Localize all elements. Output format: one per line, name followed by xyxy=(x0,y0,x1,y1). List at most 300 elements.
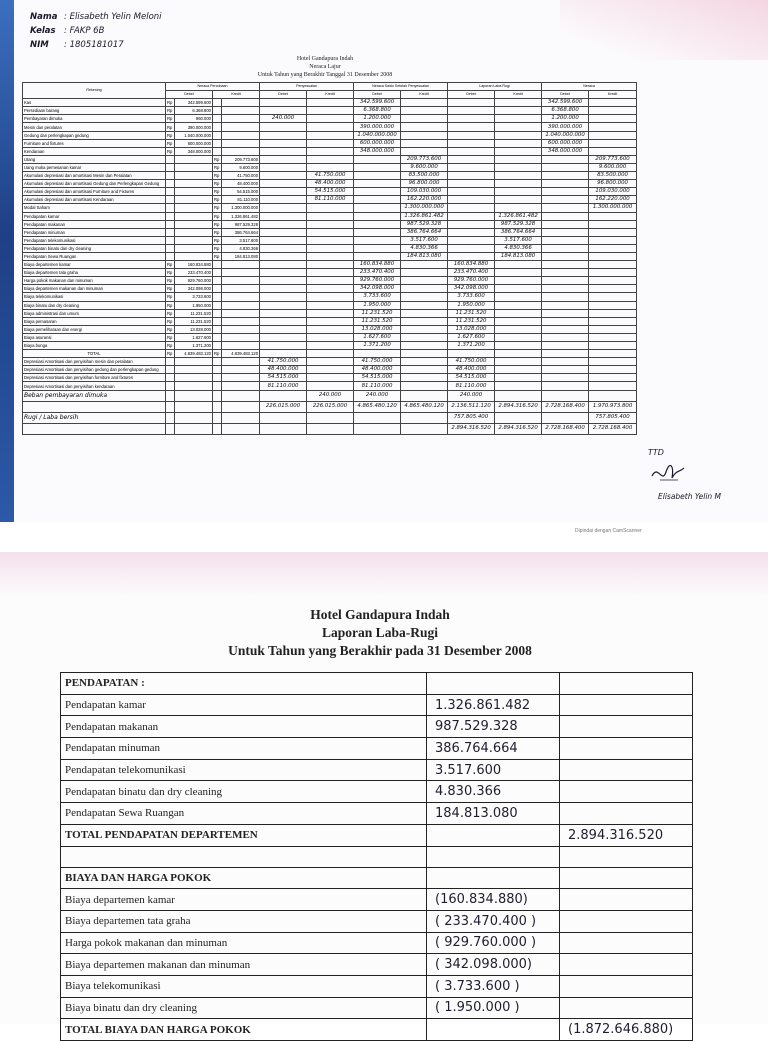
worksheet-cell-sd: 13.028.000 xyxy=(354,325,401,333)
worksheet-cell-rp: Rp xyxy=(166,99,175,107)
worksheet-cell-rp xyxy=(166,172,175,180)
worksheet-cell-nd xyxy=(542,172,589,180)
worksheet-cell-sk xyxy=(401,261,448,269)
worksheet-account-name: Biaya departemen tata graha xyxy=(23,269,166,277)
worksheet-cell-ak xyxy=(307,123,354,131)
prepaid-nsd-debit: 240.000 xyxy=(354,390,401,401)
cost-label: Biaya departemen makanan dan minuman xyxy=(61,954,427,976)
worksheet-row xyxy=(23,220,637,228)
worksheet-cell-sk: 386.764.664 xyxy=(401,228,448,236)
col-debet: Debet xyxy=(354,91,401,99)
worksheet-cell-lk: 987.529.328 xyxy=(495,220,542,228)
worksheet-account-name: Biaya pemeliharaan dan energi xyxy=(23,325,166,333)
worksheet-cell-ak: 54.515.000 xyxy=(307,188,354,196)
revenue-value: 184.813.080 xyxy=(427,803,560,825)
worksheet-cell-ad xyxy=(260,131,307,139)
net-income-lr-debit: 757.805.400 xyxy=(448,412,495,423)
worksheet-cell-k: 54.515.000 xyxy=(222,188,260,196)
income-statement-hotel-name: Hotel Gandapura Indah xyxy=(310,607,450,622)
worksheet-cell-rp xyxy=(166,212,175,220)
worksheet-cell-sk: 987.529.328 xyxy=(401,220,448,228)
sum-nsd-debit: 4.865.480.120 xyxy=(354,401,401,412)
worksheet-cell-nd xyxy=(542,212,589,220)
worksheet-cell-k xyxy=(222,269,260,277)
worksheet-cell-nd xyxy=(542,252,589,260)
worksheet-cell-d xyxy=(175,244,213,252)
worksheet-account-name: Akumulasi depresiasi dan amortisasi Mesin dan Peralatan xyxy=(23,172,166,180)
worksheet-cell-nk xyxy=(589,212,637,220)
worksheet-cell-ld: 11.231.520 xyxy=(448,317,495,325)
worksheet-cell-sk xyxy=(401,309,448,317)
worksheet-cell-lk xyxy=(495,374,542,382)
worksheet-cell-ak xyxy=(307,333,354,341)
worksheet-cell-k: 48.400.000 xyxy=(222,180,260,188)
revenue-row xyxy=(61,716,693,738)
worksheet-cell-nd xyxy=(542,220,589,228)
col-debet: Debet xyxy=(260,91,307,99)
worksheet-cell-d xyxy=(175,382,213,390)
worksheet-cell-sd: 160.834.880 xyxy=(354,261,401,269)
worksheet-account-name: Gedung dan perlengkapan gedung xyxy=(23,131,166,139)
worksheet-cell-ak xyxy=(307,350,354,358)
worksheet-cell-nk xyxy=(589,277,637,285)
worksheet-cell-k xyxy=(222,374,260,382)
worksheet-cell-sk xyxy=(401,374,448,382)
worksheet-cell-k: 386.764.664 xyxy=(222,228,260,236)
worksheet-cell-ad: 81.110.000 xyxy=(260,382,307,390)
worksheet-cell-ak xyxy=(307,139,354,147)
worksheet-row xyxy=(23,301,637,309)
worksheet-cell-ad xyxy=(260,107,307,115)
revenue-row xyxy=(61,694,693,716)
worksheet-cell-rp xyxy=(166,155,175,163)
worksheet-cell-ad xyxy=(260,147,307,155)
worksheet-cell-ak xyxy=(307,252,354,260)
worksheet-cell-sk: 83.500.000 xyxy=(401,172,448,180)
student-nim-line: NIM : 1805181017 xyxy=(30,40,124,50)
worksheet-cell-ak xyxy=(307,220,354,228)
worksheet-cell-ak xyxy=(307,99,354,107)
worksheet-cell-nk xyxy=(589,325,637,333)
scan-glare xyxy=(560,0,768,60)
col-rekening: Rekening xyxy=(23,83,166,99)
worksheet-cell-nd xyxy=(542,374,589,382)
cost-row xyxy=(61,997,693,1019)
col-kredit: Kredit xyxy=(213,91,260,99)
worksheet-cell-sd xyxy=(354,172,401,180)
worksheet-cell-nd: 342.599.600 xyxy=(542,99,589,107)
revenue-value: 987.529.328 xyxy=(427,716,560,738)
worksheet-cell-ld xyxy=(448,204,495,212)
worksheet-cell-ld xyxy=(448,228,495,236)
worksheet-cell-rp: Rp xyxy=(166,285,175,293)
worksheet-account-name: Pendapatan binatu dan dry cleaning xyxy=(23,244,166,252)
scanned-income-statement-page xyxy=(0,552,768,1038)
cost-row xyxy=(61,954,693,976)
worksheet-cell-ad xyxy=(260,180,307,188)
worksheet-cell-lk: 1.326.861.482 xyxy=(495,212,542,220)
cost-label: Biaya telekomunikasi xyxy=(61,975,427,997)
worksheet-cell-rp xyxy=(166,196,175,204)
worksheet-cell-nk: 1.300.000.000 xyxy=(589,204,637,212)
worksheet-row xyxy=(23,107,637,115)
worksheet-heading xyxy=(200,55,450,79)
worksheet-cell-ad: 48.400.000 xyxy=(260,366,307,374)
worksheet-cell-k xyxy=(222,147,260,155)
cost-label: Biaya departemen tata graha xyxy=(61,910,427,932)
worksheet-cell-nk xyxy=(589,236,637,244)
worksheet-cell-nk xyxy=(589,342,637,350)
cost-value: (160.834.880) xyxy=(427,889,560,911)
worksheet-cell-rp2 xyxy=(213,358,222,366)
worksheet-cell-lk xyxy=(495,139,542,147)
income-cell xyxy=(560,975,693,997)
worksheet-cell-ad xyxy=(260,244,307,252)
worksheet-cell-sk xyxy=(401,293,448,301)
worksheet-cell-sk: 162.220.000 xyxy=(401,196,448,204)
worksheet-cell-sk xyxy=(401,285,448,293)
worksheet-row xyxy=(23,188,637,196)
worksheet-account-name: Furniture and fixtures xyxy=(23,139,166,147)
worksheet-cell-ad: 41.750.000 xyxy=(260,358,307,366)
total-revenue-value: 2.894.316.520 xyxy=(560,824,693,846)
worksheet-cell-sd: 233.470.400 xyxy=(354,269,401,277)
worksheet-cell-ad xyxy=(260,163,307,171)
worksheet-cell-rp: Rp xyxy=(166,115,175,123)
revenue-label: Pendapatan minuman xyxy=(61,738,427,760)
worksheet-cell-sk xyxy=(401,139,448,147)
worksheet-cell-sd xyxy=(354,204,401,212)
student-nim: 1805181017 xyxy=(69,40,124,50)
worksheet-account-name: Biaya binatu dan dry cleaning xyxy=(23,301,166,309)
worksheet-cell-d xyxy=(175,196,213,204)
total-cost-label: TOTAL BIAYA DAN HARGA POKOK xyxy=(61,1019,427,1041)
student-info xyxy=(30,10,162,52)
worksheet-row xyxy=(23,236,637,244)
worksheet-cell-ld: 233.470.400 xyxy=(448,269,495,277)
worksheet-cell-rp2 xyxy=(213,342,222,350)
worksheet-cell-nd xyxy=(542,277,589,285)
income-cell xyxy=(560,694,693,716)
worksheet-account-name: Pendapatan makanan xyxy=(23,220,166,228)
worksheet-cell-nk xyxy=(589,350,637,358)
worksheet-row xyxy=(23,204,637,212)
worksheet-cell-nd xyxy=(542,204,589,212)
worksheet-cell-nk: 96.800.000 xyxy=(589,180,637,188)
worksheet-cell-rp: Rp xyxy=(166,317,175,325)
worksheet-cell-nk xyxy=(589,285,637,293)
worksheet-cell-rp2: Rp xyxy=(213,252,222,260)
worksheet-cell-sd: 390.000.000 xyxy=(354,123,401,131)
worksheet-cell-nd xyxy=(542,382,589,390)
worksheet-cell-ak xyxy=(307,261,354,269)
worksheet-cell-ad xyxy=(260,309,307,317)
worksheet-cell-d xyxy=(175,172,213,180)
worksheet-cell-k: 1.326.861.482 xyxy=(222,212,260,220)
worksheet-cell-sk: 3.517.600 xyxy=(401,236,448,244)
worksheet-cell-nk xyxy=(589,269,637,277)
worksheet-cell-ad xyxy=(260,301,307,309)
worksheet-row xyxy=(23,163,637,171)
worksheet-cell-ld: 342.098.000 xyxy=(448,285,495,293)
worksheet-cell-rp: Rp xyxy=(166,293,175,301)
total-cost-row xyxy=(61,1019,693,1041)
spacer-cell xyxy=(61,846,427,867)
cost-value: ( 233.470.400 ) xyxy=(427,910,560,932)
worksheet-cell-k xyxy=(222,309,260,317)
worksheet-row xyxy=(23,196,637,204)
worksheet-cell-k: 4.839.483.120 xyxy=(222,350,260,358)
worksheet-cell-k xyxy=(222,107,260,115)
worksheet-cell-lk xyxy=(495,317,542,325)
worksheet-cell-ld xyxy=(448,220,495,228)
worksheet-cell-ld: 13.028.000 xyxy=(448,325,495,333)
worksheet-cell-rp2 xyxy=(213,366,222,374)
worksheet-account-name: Pendapatan kamar xyxy=(23,212,166,220)
worksheet-cell-sd: 1.627.600 xyxy=(354,333,401,341)
worksheet-cell-d xyxy=(175,155,213,163)
worksheet-cell-nd xyxy=(542,325,589,333)
worksheet-cell-sd xyxy=(354,244,401,252)
final-lr-credit: 2.894.316.520 xyxy=(495,423,542,434)
worksheet-account-name: Depresiasi Amortisasi dan penyisihan gedung dan perlengkapan gedung xyxy=(23,366,166,374)
revenue-value: 1.326.861.482 xyxy=(427,694,560,716)
worksheet-cell-ld: 929.760.000 xyxy=(448,277,495,285)
worksheet-row xyxy=(23,366,637,374)
worksheet-cell-ak: 48.400.000 xyxy=(307,180,354,188)
worksheet-cell-rp xyxy=(166,228,175,236)
worksheet-cell-rp: Rp xyxy=(166,301,175,309)
cost-row xyxy=(61,910,693,932)
worksheet-cell-rp xyxy=(166,358,175,366)
worksheet-cell-lk xyxy=(495,163,542,171)
col-kredit: Kredit xyxy=(307,91,354,99)
worksheet-cell-nd xyxy=(542,228,589,236)
worksheet-prepaid-row xyxy=(23,390,637,401)
worksheet-row xyxy=(23,285,637,293)
worksheet-account-name: Harga pokok makanan dan minuman xyxy=(23,277,166,285)
worksheet-cell-ak xyxy=(307,374,354,382)
worksheet-account-name: Depresiasi Amortisasi dan penyisihan kendaraan xyxy=(23,382,166,390)
worksheet-cell-nd: 348.000.000 xyxy=(542,147,589,155)
worksheet-cell-ak xyxy=(307,163,354,171)
worksheet-cell-ak xyxy=(307,228,354,236)
worksheet-cell-ak xyxy=(307,204,354,212)
worksheet-cell-ld xyxy=(448,139,495,147)
worksheet-cell-ak xyxy=(307,277,354,285)
worksheet-row xyxy=(23,317,637,325)
worksheet-account-name: Biaya departemen makanan dan minuman xyxy=(23,285,166,293)
worksheet-row xyxy=(23,325,637,333)
worksheet-cell-nd: 1.200.000 xyxy=(542,115,589,123)
worksheet-cell-d: 1.950.000 xyxy=(175,301,213,309)
worksheet-row xyxy=(23,155,637,163)
worksheet-cell-sk xyxy=(401,350,448,358)
worksheet-cell-nd xyxy=(542,244,589,252)
revenue-label: Pendapatan telekomunikasi xyxy=(61,759,427,781)
worksheet-account-name: Akumulasi depresiasi dan amortisasi Kendaraan xyxy=(23,196,166,204)
worksheet-cell-rp xyxy=(166,236,175,244)
worksheet-row xyxy=(23,123,637,131)
worksheet-account-name: TOTAL xyxy=(23,350,166,358)
worksheet-cell-d xyxy=(175,236,213,244)
worksheet-cell-k: 4.830.366 xyxy=(222,244,260,252)
worksheet-cell-ld: 41.750.000 xyxy=(448,358,495,366)
worksheet-cell-ld: 1.950.000 xyxy=(448,301,495,309)
worksheet-cell-ld xyxy=(448,350,495,358)
worksheet-cell-k xyxy=(222,99,260,107)
worksheet-cell-sd: 342.098.000 xyxy=(354,285,401,293)
worksheet-account-name: Biaya asuransi xyxy=(23,333,166,341)
worksheet-account-name: Modal Saham xyxy=(23,204,166,212)
worksheet-cell-k xyxy=(222,277,260,285)
worksheet-cell-k: 987.529.328 xyxy=(222,220,260,228)
income-cell xyxy=(560,997,693,1019)
worksheet-header-row xyxy=(23,83,637,91)
income-cell xyxy=(560,954,693,976)
worksheet-cell-k xyxy=(222,382,260,390)
worksheet-cell-rp: Rp xyxy=(166,139,175,147)
worksheet-cell-rp: Rp xyxy=(166,123,175,131)
worksheet-cell-sk: 96.800.000 xyxy=(401,180,448,188)
worksheet-cell-lk xyxy=(495,333,542,341)
worksheet-cell-ak: 41.750.000 xyxy=(307,172,354,180)
worksheet-cell-sk xyxy=(401,277,448,285)
worksheet-cell-nd xyxy=(542,196,589,204)
worksheet-cell-d: 1.040.000.000 xyxy=(175,131,213,139)
worksheet-cell-k xyxy=(222,325,260,333)
worksheet-cell-nk xyxy=(589,309,637,317)
worksheet-cell-lk xyxy=(495,325,542,333)
worksheet-cell-rp2: Rp xyxy=(213,236,222,244)
worksheet-account-name: Kas xyxy=(23,99,166,107)
worksheet-account-name: Biaya pemasaran xyxy=(23,317,166,325)
worksheet-cell-ak xyxy=(307,358,354,366)
worksheet-cell-lk xyxy=(495,293,542,301)
worksheet-cell-rp2: Rp xyxy=(213,163,222,171)
worksheet-cell-sd: 342.599.600 xyxy=(354,99,401,107)
worksheet-cell-nk xyxy=(589,333,637,341)
worksheet-cell-sd xyxy=(354,350,401,358)
worksheet-cell-rp: Rp xyxy=(166,147,175,155)
worksheet-cell-ld xyxy=(448,147,495,155)
income-statement-period: Untuk Tahun yang Berakhir pada 31 Desember 2008 xyxy=(228,643,532,658)
worksheet-cell-rp2 xyxy=(213,261,222,269)
worksheet-cell-d: 1.627.600 xyxy=(175,333,213,341)
worksheet-cell-lk xyxy=(495,204,542,212)
worksheet-cell-nk: 109.030.000 xyxy=(589,188,637,196)
scanner-watermark: Dipindai dengan CamScanner xyxy=(575,528,642,534)
worksheet-cell-ak xyxy=(307,155,354,163)
worksheet-cell-rp2: Rp xyxy=(213,196,222,204)
worksheet-row xyxy=(23,131,637,139)
worksheet-cell-ad: 240.000 xyxy=(260,115,307,123)
worksheet-row xyxy=(23,139,637,147)
cost-label: Harga pokok makanan dan minuman xyxy=(61,932,427,954)
worksheet-cell-sk: 9.600.000 xyxy=(401,163,448,171)
worksheet-cell-ad xyxy=(260,342,307,350)
worksheet-cell-rp2 xyxy=(213,333,222,341)
worksheet-cell-lk xyxy=(495,269,542,277)
worksheet-cell-ad xyxy=(260,350,307,358)
worksheet-cell-nd xyxy=(542,236,589,244)
revenue-header: PENDAPATAN : xyxy=(61,673,427,695)
final-neraca-credit: 2.728.168.400 xyxy=(589,423,637,434)
worksheet-cell-sk xyxy=(401,269,448,277)
worksheet-cell-d: 342.599.600 xyxy=(175,99,213,107)
worksheet-cell-nd: 6.368.800 xyxy=(542,107,589,115)
worksheet-cell-nd xyxy=(542,285,589,293)
worksheet-cell-k: 41.750.000 xyxy=(222,172,260,180)
worksheet-cell-sd xyxy=(354,163,401,171)
student-name-line: Nama : Elisabeth Yelin Meloni xyxy=(30,12,162,22)
col-debet: Debet xyxy=(166,91,213,99)
worksheet-cell-rp2 xyxy=(213,269,222,277)
income-cell xyxy=(427,867,560,889)
income-statement-table xyxy=(60,672,693,1041)
revenue-label: Pendapatan binatu dan dry cleaning xyxy=(61,781,427,803)
worksheet-cell-ld: 3.733.600 xyxy=(448,293,495,301)
worksheet-cell-sd: 1.950.000 xyxy=(354,301,401,309)
worksheet-cell-sk xyxy=(401,131,448,139)
worksheet-cell-d: 600.000.000 xyxy=(175,139,213,147)
worksheet-row xyxy=(23,374,637,382)
worksheet-cell-rp xyxy=(166,180,175,188)
worksheet-cell-rp2: Rp xyxy=(213,350,222,358)
worksheet-cell-sd: 54.515.000 xyxy=(354,374,401,382)
worksheet-cell-ak xyxy=(307,366,354,374)
worksheet-cell-sk xyxy=(401,325,448,333)
worksheet-cell-sk xyxy=(401,342,448,350)
worksheet-row xyxy=(23,180,637,188)
cost-row xyxy=(61,889,693,911)
income-cell xyxy=(427,1019,560,1041)
worksheet-cell-nk xyxy=(589,220,637,228)
scan-glare xyxy=(0,552,768,597)
worksheet-cell-rp2 xyxy=(213,301,222,309)
worksheet-cell-ak xyxy=(307,131,354,139)
worksheet-body xyxy=(23,99,637,434)
net-income-neraca-credit: 757.805.400 xyxy=(589,412,637,423)
worksheet-cell-ld xyxy=(448,212,495,220)
worksheet-cell-ak xyxy=(307,301,354,309)
worksheet-cell-d: 960.000 xyxy=(175,115,213,123)
cost-row xyxy=(61,932,693,954)
student-name: Elisabeth Yelin Meloni xyxy=(69,12,162,22)
worksheet-cell-rp: Rp xyxy=(166,333,175,341)
worksheet-cell-nk xyxy=(589,139,637,147)
cost-value: ( 342.098.000) xyxy=(427,954,560,976)
worksheet-account-name: Pembayaran dimuka xyxy=(23,115,166,123)
worksheet-cell-rp xyxy=(166,244,175,252)
worksheet-row xyxy=(23,358,637,366)
worksheet-cell-rp2 xyxy=(213,115,222,123)
income-cell xyxy=(560,867,693,889)
worksheet-row xyxy=(23,350,637,358)
worksheet-cell-d: 4.839.483.120 xyxy=(175,350,213,358)
income-cell xyxy=(427,673,560,695)
worksheet-cell-ld xyxy=(448,236,495,244)
col-neraca: Neraca xyxy=(542,83,637,91)
worksheet-cell-ak xyxy=(307,115,354,123)
signature-label: TTD xyxy=(648,448,664,457)
worksheet-cell-lk xyxy=(495,382,542,390)
worksheet-cell-sk xyxy=(401,358,448,366)
worksheet-cell-nk xyxy=(589,131,637,139)
worksheet-cell-rp: Rp xyxy=(166,277,175,285)
worksheet-cell-ad xyxy=(260,123,307,131)
worksheet-cell-sk xyxy=(401,99,448,107)
